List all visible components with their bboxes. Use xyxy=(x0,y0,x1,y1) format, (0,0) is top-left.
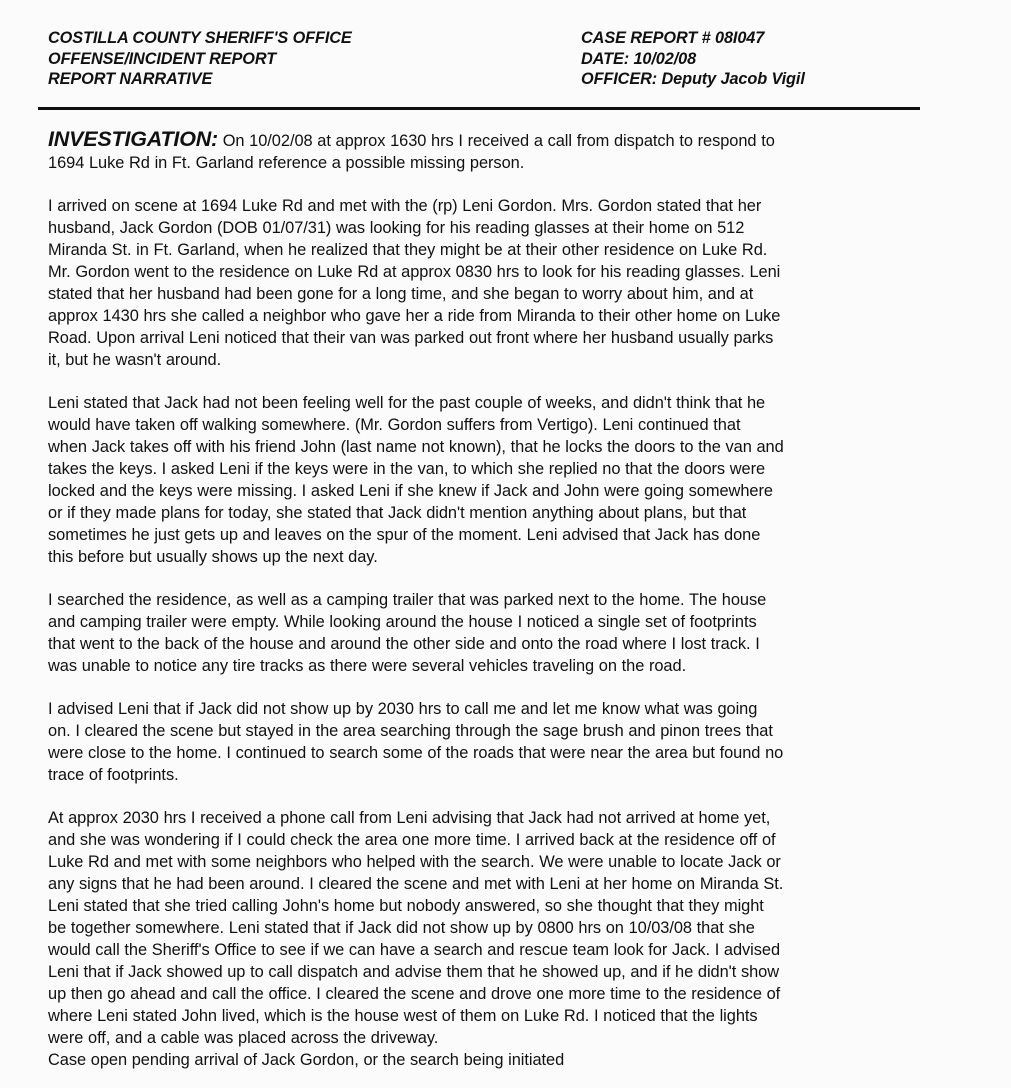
narrative-paragraph-4: I searched the residence, as well as a camping trailer that was parked next to the home. The house and camping trailer were empty. While looking around the house I noticed a single set of footprints that went to the back of the house and around the other side and onto the road where I lost track. I was unable to notice any tire tracks as there were several vehicles traveling on the road. xyxy=(48,591,767,675)
report-section: REPORT NARRATIVE xyxy=(48,70,213,88)
case-info-block xyxy=(581,28,911,90)
agency-name: COSTILLA COUNTY SHERIFF'S OFFICE xyxy=(48,29,352,47)
report-date: DATE: 10/02/08 xyxy=(581,49,697,68)
report-header xyxy=(48,28,920,98)
reporting-officer: OFFICER: Deputy Jacob Vigil xyxy=(581,70,805,88)
report-narrative xyxy=(48,128,928,1071)
report-type: OFFENSE/INCIDENT REPORT xyxy=(48,49,277,68)
agency-header-block xyxy=(48,28,518,90)
paragraph-1-text: On 10/02/08 at approx 1630 hrs I received a call from dispatch to respond to 1694 Luke Rd in Ft. Garland reference a possible missing person. xyxy=(48,132,775,172)
narrative-paragraph-2: I arrived on scene at 1694 Luke Rd and met with the (rp) Leni Gordon. Mrs. Gordon stated that her husband, Jack Gordon (DOB 01/07/31) was looking for his reading glasses at their home on 512 Miranda St. in Ft. Garland, when he realized that they might be at their other residence on Luke Rd. Mr. Gordon went to the residence on Luke Rd at approx 0830 hrs to look for his reading glasses. Leni stated that her husband had been gone for a long time, and she began to worry about him, and at approx 1430 hrs she called a neighbor who gave her a ride from Miranda to their other home on Luke Road. Upon arrival Leni noticed that their van was parked out front where her husband usually parks it, but he wasn't around. xyxy=(48,197,781,369)
investigation-heading: INVESTIGATION: xyxy=(48,127,218,151)
case-report-number: CASE REPORT # 08I047 xyxy=(581,29,765,47)
narrative-paragraph-1 xyxy=(48,128,928,174)
header-divider xyxy=(38,107,920,110)
closing-line: Case open pending arrival of Jack Gordon, or the search being initiated xyxy=(48,1051,565,1069)
narrative-paragraph-6: At approx 2030 hrs I received a phone call from Leni advising that Jack had not arrived at home yet, and she was wondering if I could check the area one more time. I arrived back at the residence off of Luke Rd and met with some neighbors who helped with the search. We were unable to locate Jack or any signs that he had been around. I cleared the scene and met with Leni at her home on Miranda St. Leni stated that she tried calling John's home but nobody answered, so she thought that they might be together somewhere. Leni stated that if Jack did not show up by 0800 hrs on 10/03/08 that she would call the Sheriff's Office to see if we can have a search and rescue team look for Jack. I advised Leni that if Jack showed up to call dispatch and advise them that he showed up, and if he didn't show up then go ahead and call the office. I cleared the scene and drove one more time to the residence of where Leni stated John lived, which is the house west of them on Luke Rd. I noticed that the lights were off, and a cable was placed across the driveway. xyxy=(48,809,784,1047)
narrative-paragraph-3: Leni stated that Jack had not been feeling well for the past couple of weeks, and didn't think that he would have taken off walking somewhere. (Mr. Gordon suffers from Vertigo). Leni continued that when Jack takes off with his friend John (last name not known), that he locks the doors to the van and takes the keys. I asked Leni if the keys were in the van, to which she replied no that the doors were locked and the keys were missing. I asked Leni if she knew if Jack and John were going somewhere or if they made plans for today, she stated that Jack didn't mention anything about plans, but that sometimes he just gets up and leaves on the spur of the moment. Leni advised that Jack has done this before but usually shows up the next day. xyxy=(48,394,784,566)
narrative-paragraph-5: I advised Leni that if Jack did not show up by 2030 hrs to call me and let me know what was going on. I cleared the scene but stayed in the area searching through the sage brush and pinon trees that were close to the home. I continued to search some of the roads that were near the area but found no trace of footprints. xyxy=(48,700,784,784)
